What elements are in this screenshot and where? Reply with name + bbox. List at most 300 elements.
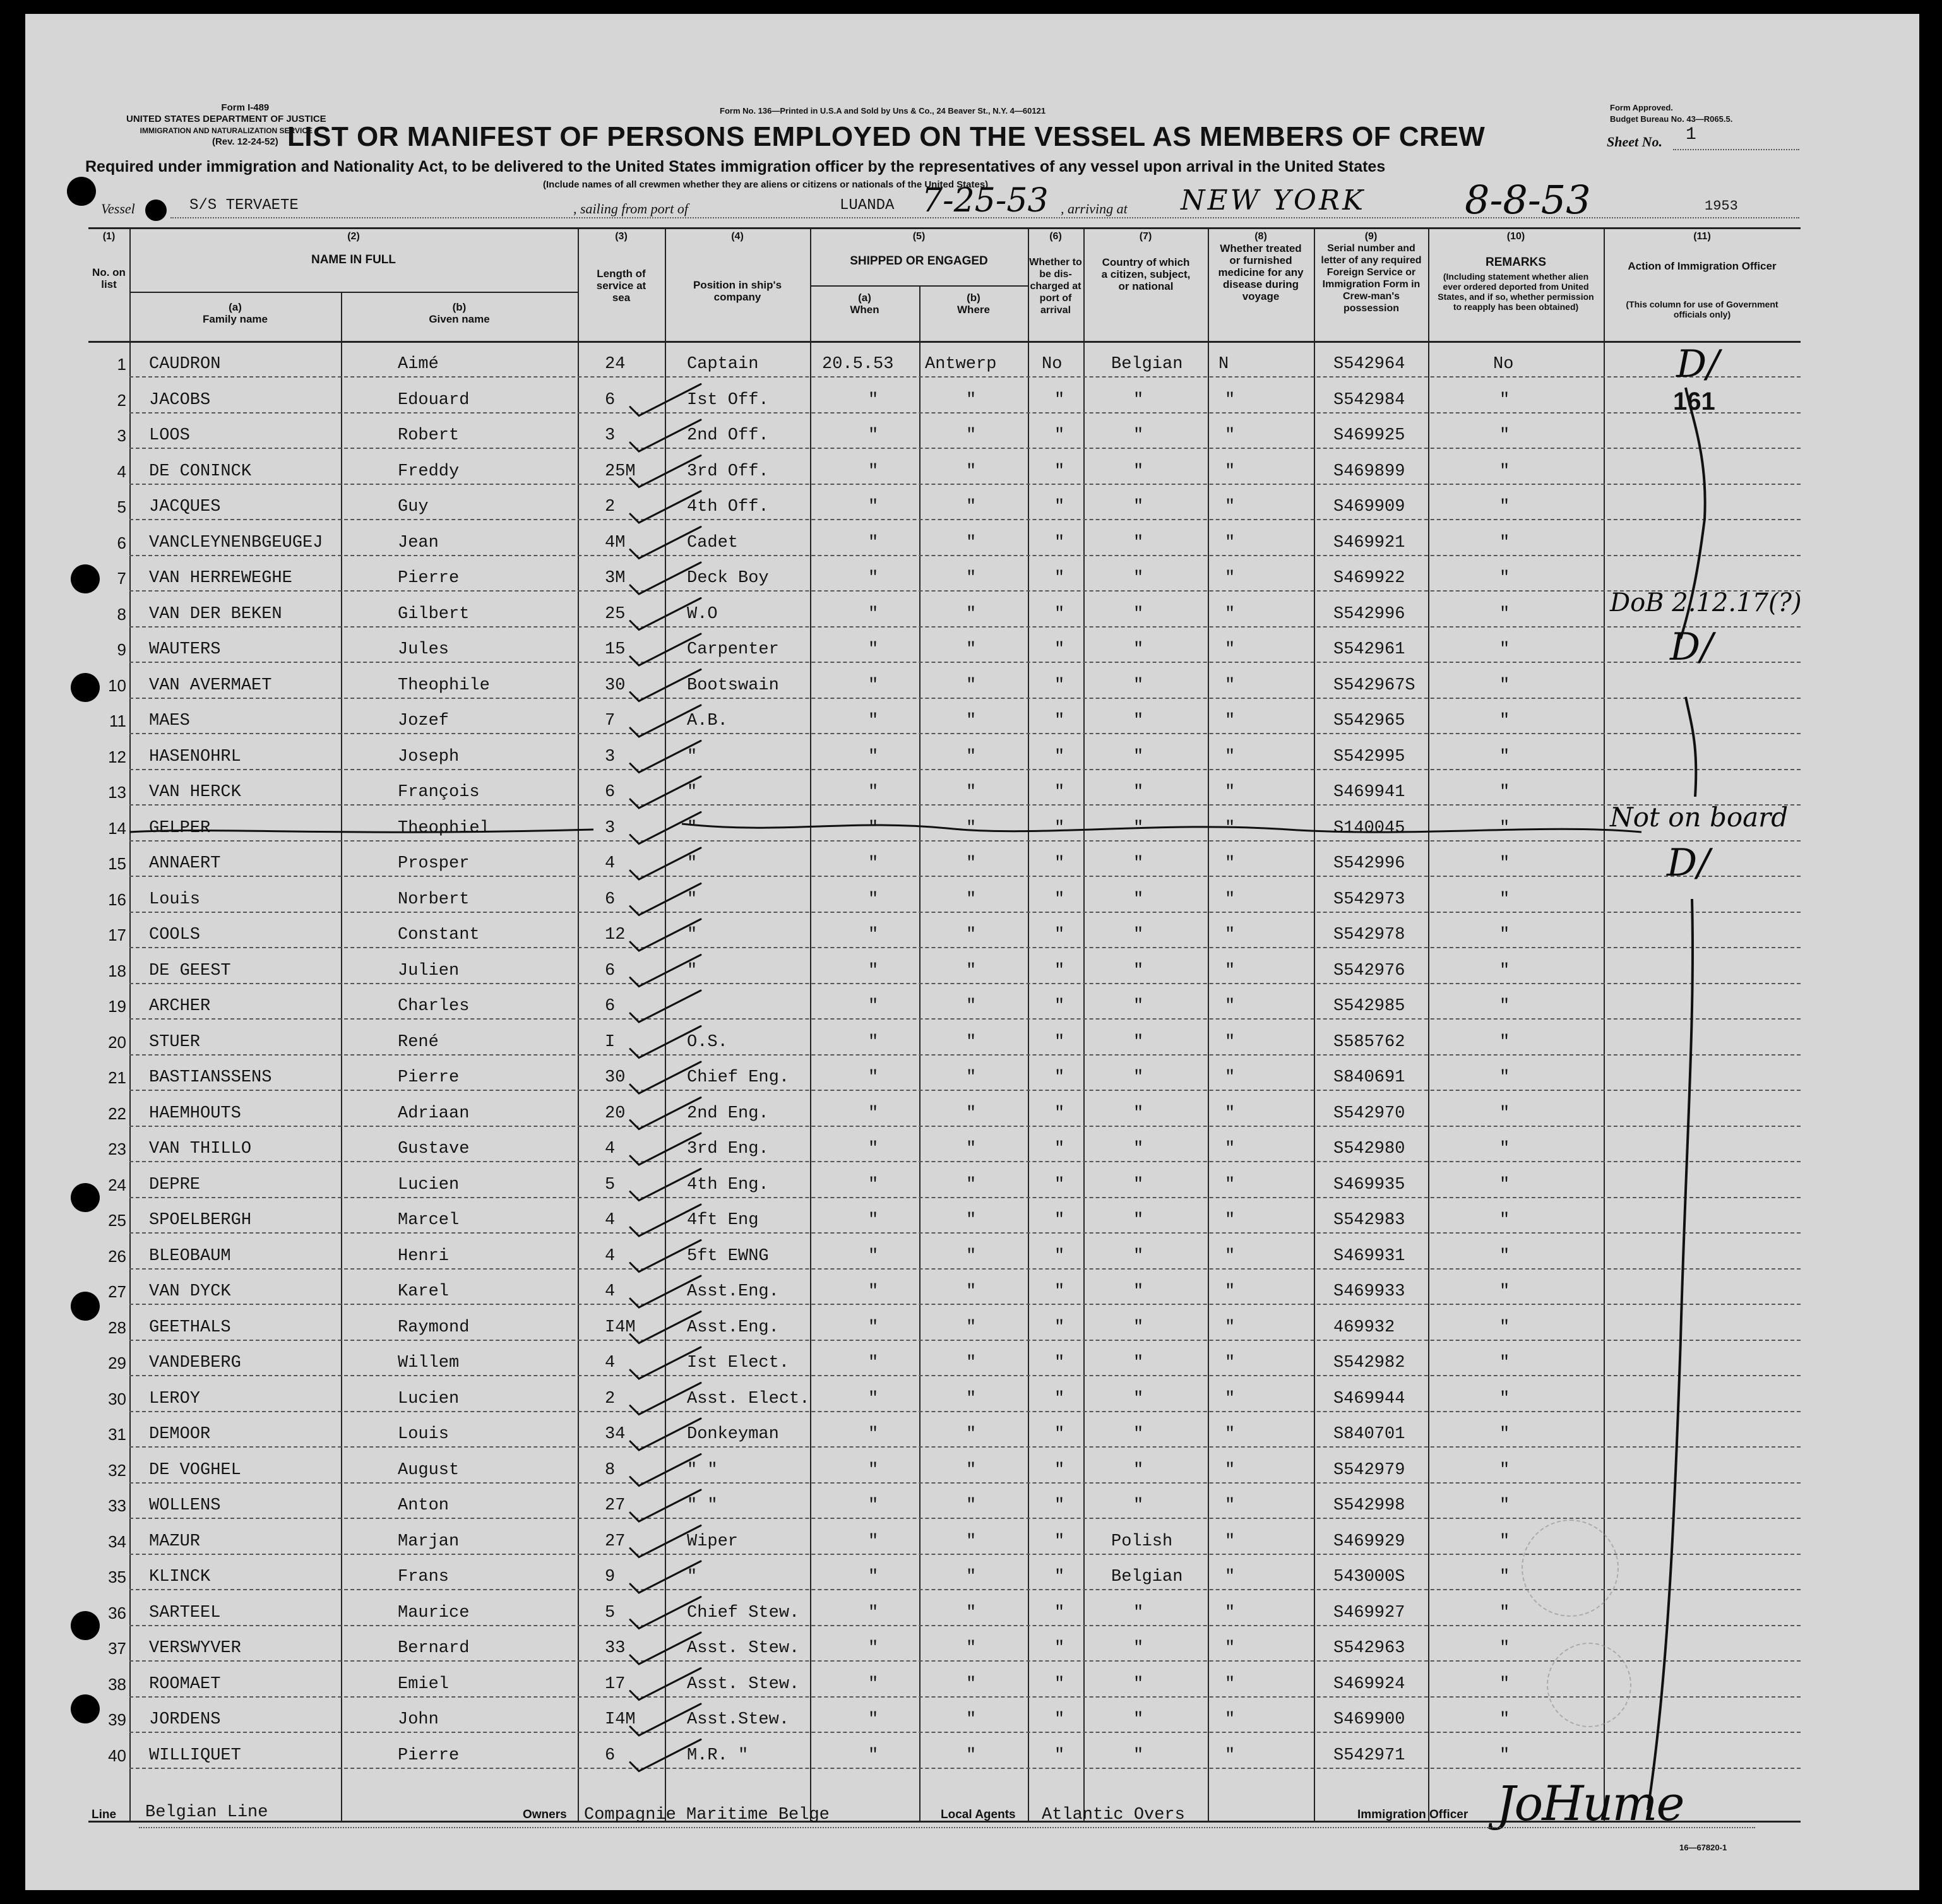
cell-treated: "	[1225, 1032, 1236, 1052]
cell-discharge: "	[1054, 890, 1065, 909]
check-mark	[630, 991, 701, 1022]
cell-where: "	[966, 1354, 977, 1372]
cell-serial: S542978	[1333, 925, 1405, 944]
cell-length: 25M	[605, 461, 636, 481]
cell-when: "	[868, 640, 879, 659]
cell-when: "	[868, 1674, 879, 1694]
row-number: 18	[108, 961, 126, 980]
cell-where: "	[966, 1460, 977, 1480]
check-mark	[630, 741, 701, 773]
cell-country: "	[1133, 569, 1144, 588]
cell-country: "	[1133, 1746, 1144, 1765]
cell-where: "	[966, 640, 977, 659]
col-num-7: (7)	[1139, 231, 1152, 242]
cell-country: "	[1133, 1354, 1144, 1372]
page-title: LIST OR MANIFEST OF PERSONS EMPLOYED ON THE VESSEL AS MEMBERS OF CREW	[287, 121, 1486, 152]
cell-family: HAEMHOUTS	[149, 1104, 241, 1123]
cell-country: "	[1133, 1674, 1144, 1694]
cell-serial: S840691	[1333, 1068, 1405, 1087]
cell-country: "	[1133, 854, 1144, 873]
cell-position: Asst. Elect.	[687, 1389, 810, 1408]
cell-position: " "	[687, 1496, 718, 1515]
cell-when: "	[868, 604, 879, 624]
cell-treated: "	[1225, 961, 1236, 980]
cell-given: Pierre	[398, 569, 460, 588]
cell-serial: S469909	[1333, 497, 1405, 516]
cell-when: "	[868, 390, 879, 410]
cell-remarks: "	[1499, 1496, 1510, 1515]
cell-discharge: "	[1054, 1425, 1065, 1444]
cell-where: "	[966, 1425, 977, 1444]
cell-country: "	[1133, 1603, 1144, 1622]
check-mark	[630, 384, 701, 416]
check-mark	[630, 562, 701, 594]
row-number: 34	[108, 1532, 126, 1551]
check-mark	[630, 1455, 701, 1486]
sheet-number: 1	[1686, 125, 1696, 145]
cell-treated: "	[1225, 640, 1236, 659]
cell-length: 3	[605, 747, 616, 766]
cell-when: "	[868, 997, 879, 1016]
cell-discharge: "	[1054, 390, 1065, 410]
cell-when: "	[868, 1603, 879, 1622]
cell-when: "	[868, 1175, 879, 1194]
cell-where: "	[966, 1639, 977, 1658]
cell-given: Willem	[398, 1354, 460, 1372]
cell-when: "	[868, 461, 879, 481]
cell-family: MAES	[149, 711, 190, 730]
cell-given: Theophile	[398, 675, 490, 695]
row-number: 2	[117, 390, 126, 410]
cell-given: Aimé	[398, 355, 439, 374]
cell-when: "	[868, 569, 879, 588]
cell-serial: S542982	[1333, 1354, 1405, 1372]
cell-serial: S542967S	[1333, 675, 1415, 695]
sheet-label: Sheet No.	[1607, 134, 1662, 150]
form-revision: (Rev. 12-24-52)	[211, 136, 278, 147]
cell-treated: N	[1218, 355, 1229, 374]
col-header-remarks-note: (Including statement whether alien ever ordered deported from United States, and if so, whether permission to reapply has been obtained)	[1438, 271, 1594, 312]
cell-where: "	[966, 711, 977, 730]
check-mark	[630, 919, 701, 951]
cell-country: "	[1133, 461, 1144, 481]
col-header-action-note: (This column for use of Government officials only)	[1626, 299, 1778, 319]
cell-serial: S542995	[1333, 747, 1405, 766]
row-number: 33	[108, 1496, 126, 1515]
cell-where: "	[966, 818, 977, 838]
cell-where: "	[966, 426, 977, 445]
cell-when: "	[868, 497, 879, 516]
cell-serial: S469924	[1333, 1674, 1405, 1694]
row-number: 12	[108, 747, 126, 766]
cell-discharge: "	[1054, 1674, 1065, 1694]
col-num-5: (5)	[912, 231, 926, 242]
cell-given: August	[398, 1460, 460, 1480]
cell-given: Constant	[398, 925, 480, 944]
cell-position: "	[687, 854, 698, 873]
cell-serial: S585762	[1333, 1032, 1405, 1052]
cell-where: "	[966, 1139, 977, 1158]
cell-where: "	[966, 854, 977, 873]
footer-underline	[139, 1827, 1755, 1828]
cell-serial: S542964	[1333, 355, 1405, 374]
cell-given: Marjan	[398, 1532, 460, 1551]
cell-where: "	[966, 747, 977, 766]
cell-country: "	[1133, 1139, 1144, 1158]
cell-remarks: "	[1499, 675, 1510, 695]
cell-family: GELPER	[149, 818, 211, 838]
cell-discharge: "	[1054, 1603, 1065, 1622]
cell-length: 30	[605, 675, 626, 695]
cell-given: Bernard	[398, 1639, 470, 1658]
check-mark	[630, 1561, 701, 1593]
cell-serial: S140045	[1333, 818, 1405, 838]
cell-position: Asst. Stew.	[687, 1674, 800, 1694]
cell-length: 3M	[605, 569, 626, 588]
row-number: 10	[108, 675, 126, 695]
cell-serial: S542998	[1333, 1496, 1405, 1515]
printer-line: Form No. 136—Printed in U.S.A and Sold by Uns & Co., 24 Beaver St., N.Y. 4—60121	[720, 106, 1046, 116]
row-number: 5	[117, 497, 126, 516]
cell-country: "	[1133, 1246, 1144, 1266]
cell-length: 12	[605, 925, 626, 944]
cell-where: "	[966, 1032, 977, 1052]
cell-discharge: "	[1054, 1532, 1065, 1551]
cell-given: Charles	[398, 997, 470, 1016]
cell-treated: "	[1225, 1532, 1236, 1551]
cell-when: "	[868, 747, 879, 766]
row-number: 19	[108, 997, 126, 1016]
cell-when: "	[868, 1460, 879, 1480]
cell-position: "	[687, 818, 698, 838]
cell-discharge: "	[1054, 1211, 1065, 1230]
cell-remarks: "	[1499, 426, 1510, 445]
cell-given: Gustave	[398, 1139, 470, 1158]
cell-position: 2nd Off.	[687, 426, 769, 445]
cell-discharge: "	[1054, 925, 1065, 944]
cell-remarks: "	[1499, 1282, 1510, 1301]
cell-position: 4ft Eng	[687, 1211, 759, 1230]
cell-serial: S542971	[1333, 1746, 1405, 1765]
cell-family: VAN THILLO	[149, 1139, 252, 1158]
cell-treated: "	[1225, 1496, 1236, 1515]
check-mark	[630, 456, 701, 487]
annotation-dob: DoB 2.12.17(?)	[1610, 588, 1802, 617]
cell-length: 9	[605, 1568, 616, 1586]
cell-family: JORDENS	[149, 1710, 221, 1729]
cell-treated: "	[1225, 675, 1236, 695]
faint-stamp-1	[1522, 1520, 1619, 1617]
cell-position: Carpenter	[687, 640, 779, 659]
cell-family: VAN HERCK	[149, 783, 241, 802]
cell-serial: S469925	[1333, 426, 1405, 445]
cell-country: Polish	[1111, 1532, 1173, 1551]
cell-serial: S542961	[1333, 640, 1405, 659]
cell-remarks: "	[1499, 1318, 1510, 1337]
footer-line-value: Belgian Line	[145, 1803, 268, 1822]
cell-remarks: "	[1499, 533, 1510, 552]
col-header-treated: Whether treated or furnished medicine for any disease during voyage	[1218, 242, 1304, 302]
check-mark	[630, 1383, 701, 1415]
cell-position: 4th Eng.	[687, 1175, 769, 1194]
cell-country: "	[1133, 1032, 1144, 1052]
cell-position: " "	[687, 1460, 718, 1480]
cell-when: "	[868, 1710, 879, 1729]
cell-family: VAN DYCK	[149, 1282, 231, 1301]
cell-length: 5	[605, 1175, 616, 1194]
cell-country: "	[1133, 1211, 1144, 1230]
cell-where: "	[966, 1211, 977, 1230]
cell-remarks: "	[1499, 997, 1510, 1016]
cell-when: "	[868, 1746, 879, 1765]
cell-discharge: "	[1054, 1068, 1065, 1087]
cell-country: "	[1133, 783, 1144, 802]
cell-treated: "	[1225, 1282, 1236, 1301]
cell-length: 7	[605, 711, 616, 730]
cell-country: "	[1133, 497, 1144, 516]
cell-position: 5ft EWNG	[687, 1246, 769, 1266]
check-mark	[630, 1062, 701, 1093]
col-header-where-label: Where	[957, 304, 990, 316]
cell-length: 30	[605, 1068, 626, 1087]
cell-given: Prosper	[398, 854, 470, 873]
annotation-count: 161	[1673, 388, 1715, 415]
cell-treated: "	[1225, 1246, 1236, 1266]
cell-length: 6	[605, 390, 616, 410]
cell-length: 2	[605, 1389, 616, 1408]
cell-treated: "	[1225, 1318, 1236, 1337]
check-mark	[630, 634, 701, 665]
cell-where: "	[966, 961, 977, 980]
cell-country: "	[1133, 1496, 1144, 1515]
cell-length: 6	[605, 890, 616, 909]
cell-where: "	[966, 533, 977, 552]
cell-discharge: "	[1054, 1746, 1065, 1765]
cell-family: KLINCK	[149, 1568, 211, 1586]
cell-when: "	[868, 1532, 879, 1551]
cell-length: 6	[605, 961, 616, 980]
vessel-label: Vessel	[101, 201, 135, 217]
cell-family: JACQUES	[149, 497, 221, 516]
cell-when: "	[868, 818, 879, 838]
cell-position: Asst.Stew.	[687, 1710, 790, 1729]
footer-line-label: Line	[92, 1808, 117, 1821]
cell-family: VERSWYVER	[149, 1639, 241, 1658]
row-number: 28	[108, 1318, 126, 1337]
cell-serial: S542984	[1333, 390, 1405, 410]
cell-position: Asst.Eng.	[687, 1282, 779, 1301]
row-number: 23	[108, 1139, 126, 1158]
check-mark	[630, 1098, 701, 1129]
cell-where: "	[966, 1710, 977, 1729]
cell-treated: "	[1225, 747, 1236, 766]
cell-when: "	[868, 961, 879, 980]
officer-signature: JoHume	[1496, 1775, 1684, 1831]
cell-family: Louis	[149, 890, 201, 909]
cell-discharge: "	[1054, 569, 1065, 588]
check-mark	[630, 1704, 701, 1735]
cell-serial: S469933	[1333, 1282, 1405, 1301]
cell-given: Marcel	[398, 1211, 460, 1230]
cell-discharge: "	[1054, 1318, 1065, 1337]
cell-given: Guy	[398, 497, 429, 516]
cell-when: "	[868, 1246, 879, 1266]
cell-where: "	[966, 1068, 977, 1087]
cell-country: "	[1133, 640, 1144, 659]
cell-given: Joseph	[398, 747, 460, 766]
cell-length: 4	[605, 1282, 616, 1301]
cell-where: "	[966, 1175, 977, 1194]
row-number: 17	[108, 925, 126, 944]
cell-length: 25	[605, 604, 626, 624]
cell-discharge: "	[1054, 961, 1065, 980]
row-number: 30	[108, 1389, 126, 1408]
cell-country: "	[1133, 961, 1144, 980]
row-number: 21	[108, 1068, 126, 1087]
cell-position: "	[687, 747, 698, 766]
cell-remarks: "	[1499, 461, 1510, 481]
cell-length: 2	[605, 497, 616, 516]
cell-given: Pierre	[398, 1068, 460, 1087]
cell-length: 4	[605, 854, 616, 873]
check-mark	[630, 1133, 701, 1165]
check-mark	[630, 1526, 701, 1557]
cell-remarks: "	[1499, 497, 1510, 516]
cell-country: "	[1133, 1460, 1144, 1480]
cell-given: Edouard	[398, 390, 470, 410]
cell-serial: S469929	[1333, 1532, 1405, 1551]
cell-family: VAN AVERMAET	[149, 675, 272, 695]
cell-treated: "	[1225, 390, 1236, 410]
row-number: 29	[108, 1354, 126, 1372]
cell-given: Maurice	[398, 1603, 470, 1622]
cell-given: Jean	[398, 533, 439, 552]
cell-position: Donkeyman	[687, 1425, 779, 1444]
binder-hole	[71, 1694, 100, 1723]
cell-given: Louis	[398, 1425, 450, 1444]
cell-given: François	[398, 783, 480, 802]
page-subtitle: Required under immigration and Nationality Act, to be delivered to the United States immigration officer by the representatives of any vessel upon arrival in the United States	[85, 158, 1386, 176]
cell-discharge: "	[1054, 461, 1065, 481]
cell-given: Theophiel	[398, 818, 490, 838]
row-number: 11	[109, 711, 126, 730]
cell-country: "	[1133, 1318, 1144, 1337]
row-number: 16	[108, 890, 126, 909]
cell-serial: S469944	[1333, 1389, 1405, 1408]
cell-where: "	[966, 390, 977, 410]
cell-treated: "	[1225, 783, 1236, 802]
check-marks	[630, 384, 701, 1771]
check-mark	[630, 1347, 701, 1379]
col-header-action: Action of Immigration Officer	[1628, 260, 1777, 272]
cell-remarks: "	[1499, 1211, 1510, 1230]
cell-length: I4M	[605, 1710, 636, 1729]
cell-when: "	[868, 533, 879, 552]
cell-family: ROOMAET	[149, 1674, 221, 1694]
cell-given: Anton	[398, 1496, 450, 1515]
cell-remarks: "	[1499, 961, 1510, 980]
col-header-family-label: Family name	[203, 313, 268, 325]
col-header-position: Position in ship's company	[693, 279, 782, 303]
cell-where: "	[966, 1318, 977, 1337]
cell-family: DE VOGHEL	[149, 1460, 241, 1480]
cell-treated: "	[1225, 569, 1236, 588]
cell-position: Deck Boy	[687, 569, 769, 588]
cell-country: "	[1133, 747, 1144, 766]
row-number: 3	[117, 426, 126, 445]
cell-when: "	[868, 675, 879, 695]
cell-given: Julien	[398, 961, 460, 980]
cell-country: "	[1133, 1175, 1144, 1194]
cell-position: "	[687, 890, 698, 909]
check-mark	[630, 670, 701, 701]
faint-stamp-2	[1547, 1643, 1631, 1727]
cell-remarks: "	[1499, 1460, 1510, 1480]
cell-country: "	[1133, 533, 1144, 552]
cell-remarks: "	[1499, 1710, 1510, 1729]
cell-treated: "	[1225, 1568, 1236, 1586]
col-num-9: (9)	[1364, 231, 1378, 242]
cell-treated: "	[1225, 1175, 1236, 1194]
cell-discharge: No	[1042, 355, 1063, 374]
col-header-family-letter: (a)	[229, 301, 242, 313]
cell-when: "	[868, 1389, 879, 1408]
cell-country: "	[1133, 711, 1144, 730]
cell-family: MAZUR	[149, 1532, 201, 1551]
row-number: 13	[108, 783, 126, 802]
cell-position: O.S.	[687, 1032, 728, 1052]
cell-family: WAUTERS	[149, 640, 221, 659]
cell-treated: "	[1225, 818, 1236, 838]
cell-discharge: "	[1054, 854, 1065, 873]
cell-discharge: "	[1054, 1639, 1065, 1658]
cell-remarks: "	[1499, 925, 1510, 944]
col-num-1: (1)	[102, 231, 116, 242]
cell-given: Henri	[398, 1246, 450, 1266]
cell-country: "	[1133, 1104, 1144, 1123]
cell-position: A.B.	[687, 711, 728, 730]
cell-remarks: "	[1499, 818, 1510, 838]
cell-length: 3	[605, 818, 616, 838]
cell-when: 20.5.53	[822, 355, 894, 374]
cell-country: "	[1133, 1639, 1144, 1658]
cell-given: Raymond	[398, 1318, 470, 1337]
cell-position: W.O	[687, 604, 718, 624]
row-number: 40	[108, 1746, 126, 1765]
footer-form-code: 16—67820-1	[1679, 1843, 1727, 1852]
check-mark	[630, 776, 701, 808]
cell-position: Asst.Eng.	[687, 1318, 779, 1337]
row-number: 36	[108, 1603, 126, 1622]
row-number: 25	[108, 1211, 126, 1230]
cell-length: I	[605, 1032, 616, 1052]
cell-discharge: "	[1054, 997, 1065, 1016]
cell-given: Freddy	[398, 461, 460, 481]
cell-family: GEETHALS	[149, 1318, 231, 1337]
cell-when: "	[868, 711, 879, 730]
cell-country: "	[1133, 1389, 1144, 1408]
cell-country: "	[1133, 1282, 1144, 1301]
cell-serial: S542985	[1333, 997, 1405, 1016]
cell-remarks: "	[1499, 1354, 1510, 1372]
cell-where: "	[966, 1568, 977, 1586]
cell-family: ANNAERT	[149, 854, 221, 873]
col-header-when-letter: (a)	[858, 292, 871, 304]
cell-where: "	[966, 461, 977, 481]
col-header-given-letter: (b)	[452, 301, 467, 313]
cell-where: "	[966, 675, 977, 695]
row-number: 15	[108, 854, 126, 873]
